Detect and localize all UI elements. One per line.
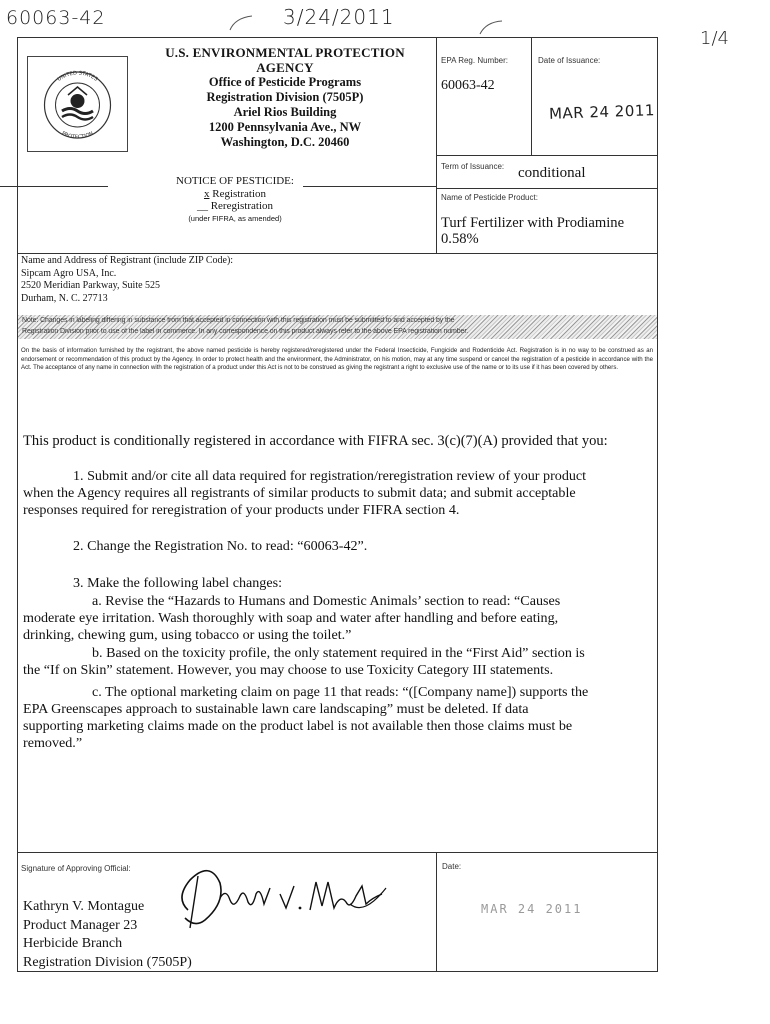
term-label: Term of Issuance:	[441, 162, 505, 171]
signer-title: Product Manager 23	[23, 917, 138, 933]
item-3a-line-3: drinking, chewing gum, using tobacco or using the toilet.”	[23, 627, 352, 643]
conditional-intro: This product is conditionally registered in accordance with FIFRA sec. 3(c)(7)(A) provided that you:	[23, 433, 608, 449]
handwritten-page-mark: 1/4	[700, 28, 729, 49]
banner-line-1: Note: Changes in labeling differing in substance from that accepted in connection with this registration must be submitted to and accepted by the	[22, 317, 455, 324]
header-rule-top	[436, 155, 658, 156]
agency-name-line1: U.S. ENVIRONMENTAL PROTECTION	[165, 45, 405, 60]
reg-number-value: 60063-42	[441, 78, 495, 93]
notice-title: NOTICE OF PESTICIDE:	[176, 175, 294, 187]
notice-registration-row	[130, 188, 340, 201]
item-3b-line-2: the “If on Skin” statement. However, you may choose to use Toxicity Category III statements.	[23, 662, 554, 678]
item-3c-line-4: removed.”	[23, 735, 83, 751]
notice-block	[130, 175, 340, 225]
notice-left-line	[0, 186, 108, 187]
building-name: Ariel Rios Building	[233, 105, 337, 119]
registrant-name: Sipcam Agro USA, Inc.	[21, 267, 117, 279]
division-name: Registration Division (7505P)	[206, 90, 364, 104]
labeling-note-banner	[18, 315, 657, 339]
signature-label: Signature of Approving Official:	[21, 864, 131, 873]
item-1-line-2: when the Agency requires all registrants of similar products to submit data; and submit acceptable	[23, 485, 576, 501]
item-3a-line-2: moderate eye irritation. Wash thoroughly with soap and water after handling and before eating,	[23, 610, 559, 626]
city-address: Washington, D.C. 20460	[220, 135, 350, 149]
reregistration-checkbox-mark: __	[196, 200, 208, 212]
registrant-street: 2520 Meridian Parkway, Suite 525	[21, 280, 161, 291]
epa-seal-icon	[28, 57, 127, 151]
reg-number-label: EPA Reg. Number:	[441, 56, 508, 65]
registrant-label: Name and Address of Registrant (include ZIP Code):	[21, 255, 234, 266]
item-3c-line-2: EPA Greenscapes approach to sustainable lawn care landscaping” must be deleted. If data	[23, 701, 529, 717]
item-1-line-1: 1. Submit and/or cite all data required for registration/reregistration review of your product	[73, 468, 587, 484]
item-1-line-3: responses required for reregistration of your products under FIFRA section 4.	[23, 502, 460, 518]
date-label: Date:	[442, 862, 462, 871]
handwritten-reg-number: 60063-42	[6, 7, 106, 29]
product-name-value: Turf Fertilizer with Prodiamine 0.58%	[441, 215, 625, 247]
registration-checkbox-mark: x	[203, 187, 210, 200]
street-address: 1200 Pennsylvania Ave., NW	[208, 120, 362, 134]
issuance-date-label: Date of Issuance:	[538, 56, 601, 65]
svg-text:UNITED STATES: UNITED STATES	[56, 70, 99, 83]
item-3c-line-1: c. The optional marketing claim on page 11 that reads: “([Company name]) supports the	[92, 684, 589, 700]
handwritten-signature	[150, 858, 390, 938]
issuance-date-value: MAR 24 2011	[548, 101, 656, 123]
reregistration-option: Reregistration	[210, 200, 274, 212]
item-3c-line-3: supporting marketing claims made on the product label is not available then those claims must be	[23, 718, 573, 734]
notice-statute: (under FIFRA, as amended)	[188, 213, 282, 223]
notice-reregistration-row	[130, 200, 340, 213]
item-3a-line-1: a. Revise the “Hazards to Humans and Domestic Animals’ section to read: “Causes	[92, 593, 561, 609]
term-value: conditional	[518, 165, 586, 181]
reg-date-divider	[531, 37, 532, 155]
registrant-city: Durham, N. C. 27713	[21, 292, 108, 304]
item-3b-line-1: b. Based on the toxicity profile, the only statement required in the “First Aid” section is	[92, 645, 585, 661]
signature-divider	[436, 852, 437, 972]
term-rule	[436, 188, 658, 189]
header-bottom-rule	[17, 253, 658, 254]
header-divider-vertical	[436, 37, 437, 253]
handwritten-date: 3/24/2011	[283, 5, 395, 29]
registration-option: Registration	[212, 187, 267, 200]
registrant-block	[21, 255, 233, 305]
registration-legal-text: On the basis of information furnished by the registrant, the above named pesticide is hereby registered/reregistered under the Federal Insecticide, Fungicide and Rodenticide Act. Registration is in no way to be construed as an endorsement or recommendation of this product by the Agency. In order to protect health and the environment, the Administrator, on his motion, may at any time suspend or cancel the registration of a pesticide in accordance with the Act. The acceptance of any name in connection with the registration of a product under this Act is not to be construed as giving the registrant a right to exclusive use of the name or to its use if it has been covered by others.	[21, 347, 653, 372]
signature-rule	[17, 852, 658, 853]
svg-text:PROTECTION: PROTECTION	[60, 130, 95, 141]
date-stamp: MAR 24 2011	[481, 902, 583, 916]
office-name: Office of Pesticide Programs	[208, 75, 362, 89]
agency-heading	[150, 45, 420, 150]
signer-division: Registration Division (7505P)	[23, 954, 192, 970]
epa-seal-frame	[27, 56, 128, 152]
signer-name: Kathryn V. Montague	[23, 899, 145, 914]
signer-branch: Herbicide Branch	[23, 936, 123, 951]
banner-line-2: Registration Division prior to use of the label in commerce. In any correspondence on this product always refer to the above EPA registration number.	[22, 328, 469, 335]
product-name-label: Name of Pesticide Product:	[441, 193, 538, 202]
agency-name-line2: AGENCY	[256, 60, 314, 75]
item-3: 3. Make the following label changes:	[73, 575, 282, 591]
item-2: 2. Change the Registration No. to read: “60063-42”.	[73, 538, 368, 554]
